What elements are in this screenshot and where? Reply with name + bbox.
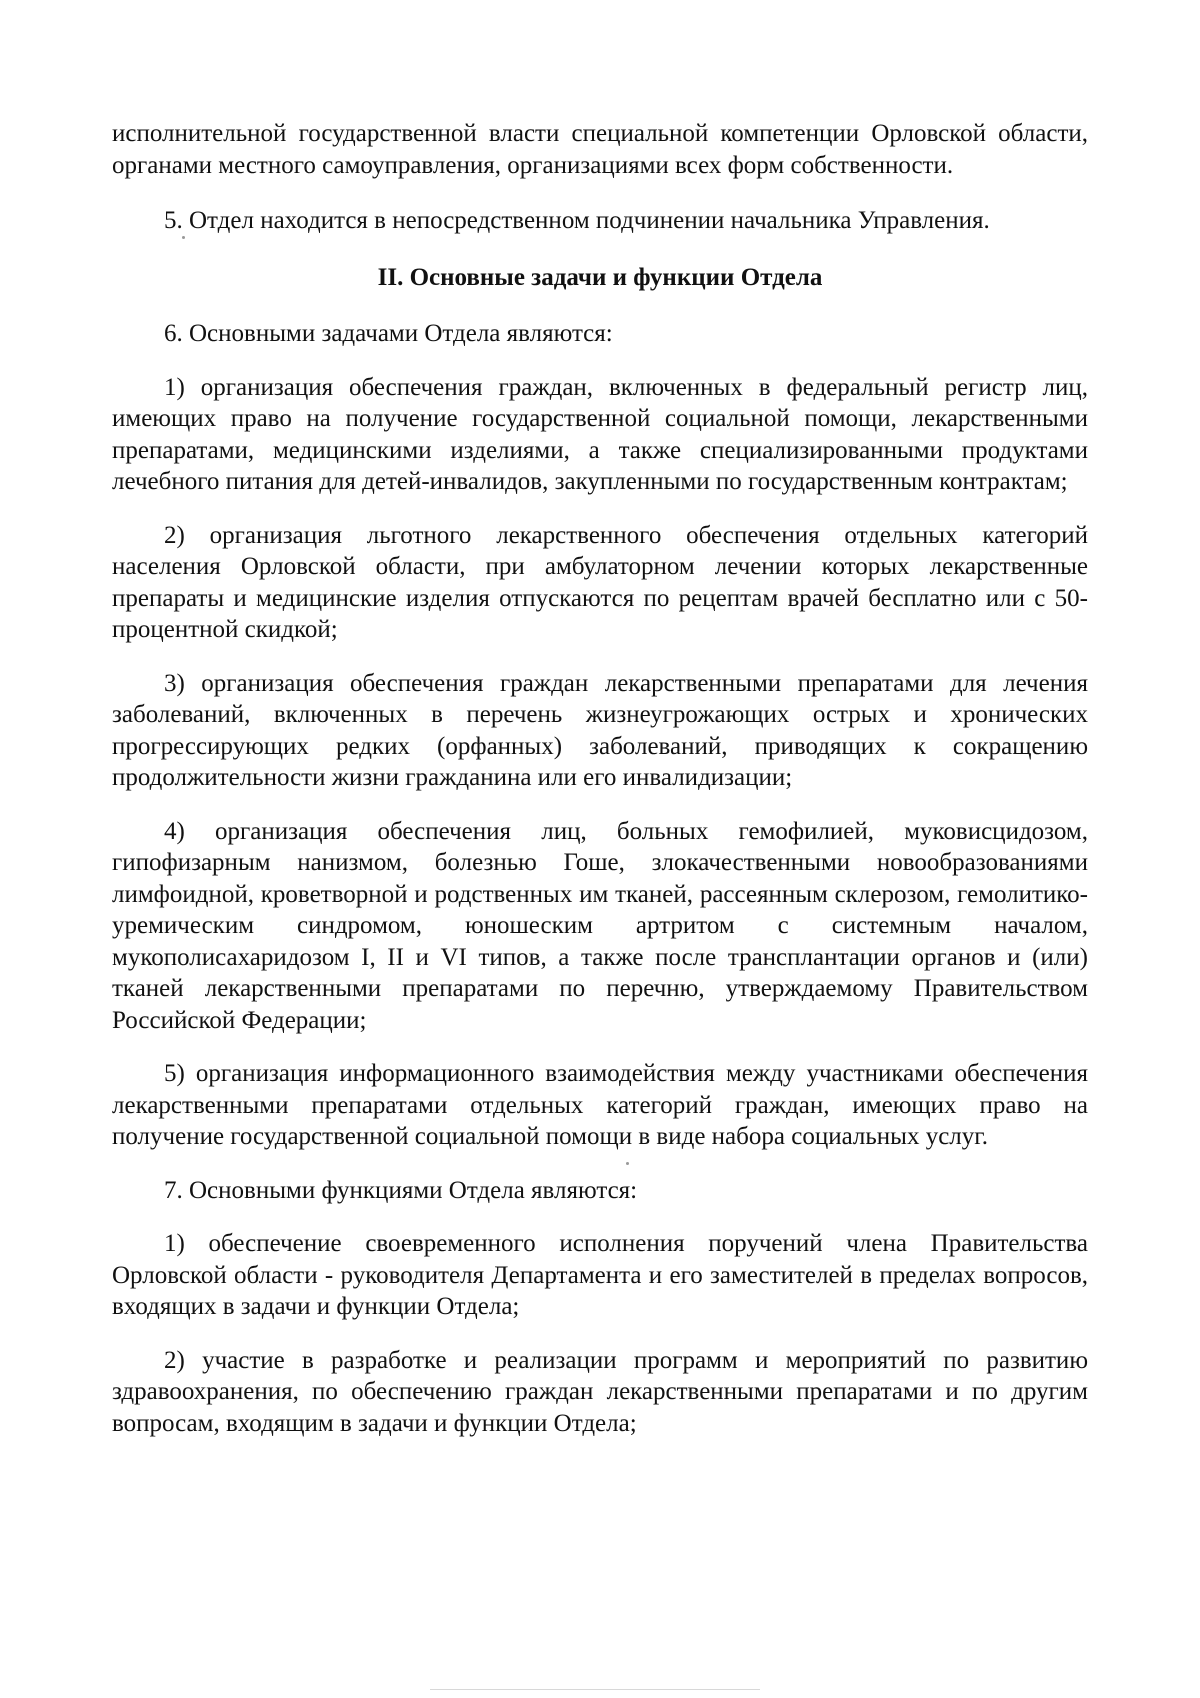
task-item-2: 2) организация льготного лекарственного обеспечения отдельных категорий населения Орловской области, при амбулаторном лечении которых лекарственные препараты и медицинские изделия отпускаются по рецептам врачей бесплатно или с 50-процентной скидкой; <box>112 521 1088 643</box>
function-item-2: 2) участие в разработке и реализации программ и мероприятий по развитию здравоохранения, по обеспечению граждан лекарственными препаратами и по другим вопросам, входящим в задачи и функции Отдела; <box>112 1346 1088 1437</box>
scan-speck <box>182 236 185 239</box>
scan-edge-mark <box>430 1689 760 1690</box>
function-item-1: 1) обеспечение своевременного исполнения поручений члена Правительства Орловской области - руководителя Департамента и его заместителей в пределах вопросов, входящих в задачи и функции Отдела; <box>112 1230 1088 1320</box>
paragraph-5: 5. Отдел находится в непосредственном подчинении начальника Управления. <box>164 207 990 234</box>
tasks-intro: 6. Основными задачами Отдела являются: <box>164 320 613 347</box>
task-item-4: 4) организация обеспечения лиц, больных гемофилией, муковисцидозом, гипофизарным нанизмом, болезнью Гоше, злокачественными новообразованиями лимфоидной, кроветворной и родственных им тканей, рассеянным склерозом, гемолитико-уремическим синдромом, юношеским артритом с системным началом, мукополисахаридозом I, II и VI типов, а также после трансплантации органов и (или) тканей лекарственными препаратами по перечню, утверждаемому Правительством Российской Федерации; <box>112 817 1088 1034</box>
document-page <box>112 118 1088 1439</box>
task-item-5: 5) организация информационного взаимодействия между участниками обеспечения лекарственными препаратами отдельных категорий граждан, имеющих право на получение государственной социальной помощи в виде набора социальных услуг. <box>112 1060 1088 1150</box>
continued-paragraph: исполнительной государственной власти специальной компетенции Орловской области, органами местного самоуправления, организациями всех форм собственности. <box>112 120 1088 179</box>
functions-intro: 7. Основными функциями Отдела являются: <box>164 1176 638 1204</box>
scan-speck <box>626 1162 629 1165</box>
task-item-1: 1) организация обеспечения граждан, включенных в федеральный регистр лиц, имеющих право на получение государственной социальной помощи, лекарственными препаратами, медицинскими изделиями, а также специализированными продуктами лечебного питания для детей-инвалидов, закупленными по государственным контрактам; <box>112 373 1088 495</box>
task-item-3: 3) организация обеспечения граждан лекарственными препаратами для лечения заболеваний, включенных в перечень жизнеугрожающих острых и хронических прогрессирующих редких (орфанных) заболеваний, приводящих к сокращению продолжительности жизни гражданина или его инвалидизации; <box>112 669 1088 791</box>
section-heading: II. Основные задачи и функции Отдела <box>377 263 823 291</box>
